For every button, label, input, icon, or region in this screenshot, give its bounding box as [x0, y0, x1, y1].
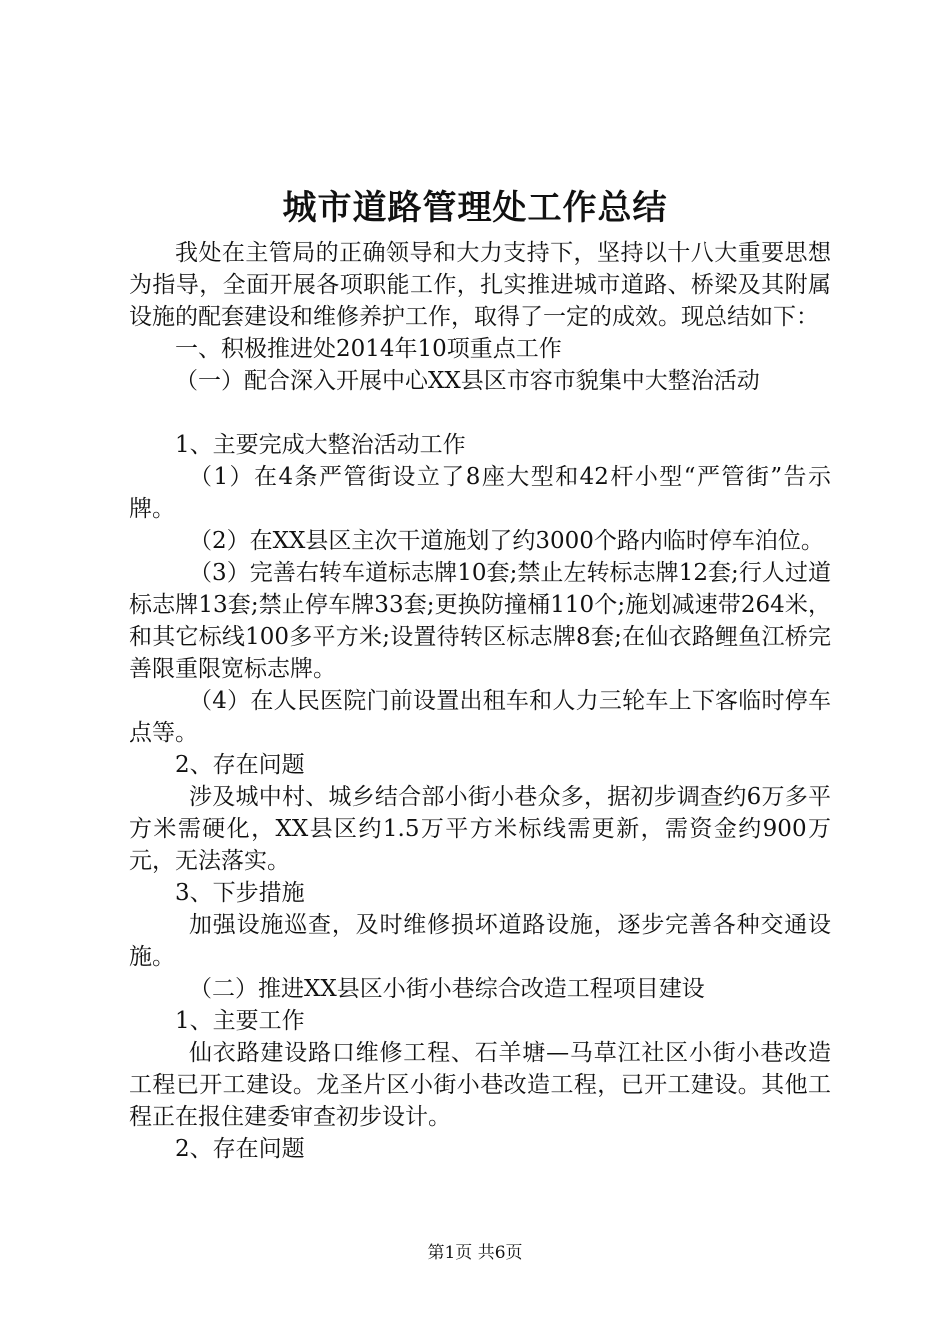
item-heading: 1、主要工作	[175, 1008, 305, 1034]
subsection-heading: （二）推进XX县区小街小巷综合改造工程项目建设	[189, 976, 705, 1002]
intro-paragraph: 我处在主管局的正确领导和大力支持下，坚持以十八大重要思想为指导，全面开展各项职能工作，扎实推进城市道路、桥梁及其附属设施的配套建设和维修养护工作，取得了一定的成效。现总结如下：	[129, 240, 831, 330]
body-paragraph: 仙衣路建设路口维修工程、石羊塘—马草江社区小街小巷改造工程已开工建设。龙圣片区小街小巷改造工程，已开工建设。其他工程正在报住建委审查初步设计。	[129, 1040, 831, 1130]
item-heading: 2、存在问题	[175, 752, 305, 778]
document-body	[129, 237, 831, 1165]
item-heading: 3、下步措施	[175, 880, 305, 906]
section-heading: 一、积极推进处2014年10项重点工作	[175, 336, 562, 362]
body-paragraph: 涉及城中村、城乡结合部小街小巷众多，据初步调查约6万多平方米需硬化，XX县区约1.5万平方米标线需更新，需资金约900万元，无法落实。	[129, 784, 831, 874]
subsection-heading: （一）配合深入开展中心XX县区市容市貌集中大整治活动	[175, 368, 760, 394]
list-item: （2）在XX县区主次干道施划了约3000个路内临时停车泊位。	[189, 528, 824, 554]
page-footer: 第1页 共6页	[427, 1243, 523, 1263]
list-item: （4）在人民医院门前设置出租车和人力三轮车上下客临时停车点等。	[129, 688, 831, 746]
body-paragraph: 加强设施巡查，及时维修损坏道路设施，逐步完善各种交通设施。	[129, 912, 831, 970]
item-heading: 2、存在问题	[175, 1136, 305, 1162]
list-item: （1）在4条严管街设立了8座大型和42杆小型“严管街”告示牌。	[129, 464, 831, 522]
item-heading: 1、主要完成大整治活动工作	[175, 432, 466, 458]
list-item: （3）完善右转车道标志牌10套;禁止左转标志牌12套;行人过道标志牌13套;禁止停车牌33套;更换防撞桶110个;施划减速带264米，和其它标线100多平方米;设置待转区标志牌8套;在仙衣路鲤鱼江桥完善限重限宽标志牌。	[129, 560, 831, 682]
document-title: 城市道路管理处工作总结	[282, 188, 668, 228]
